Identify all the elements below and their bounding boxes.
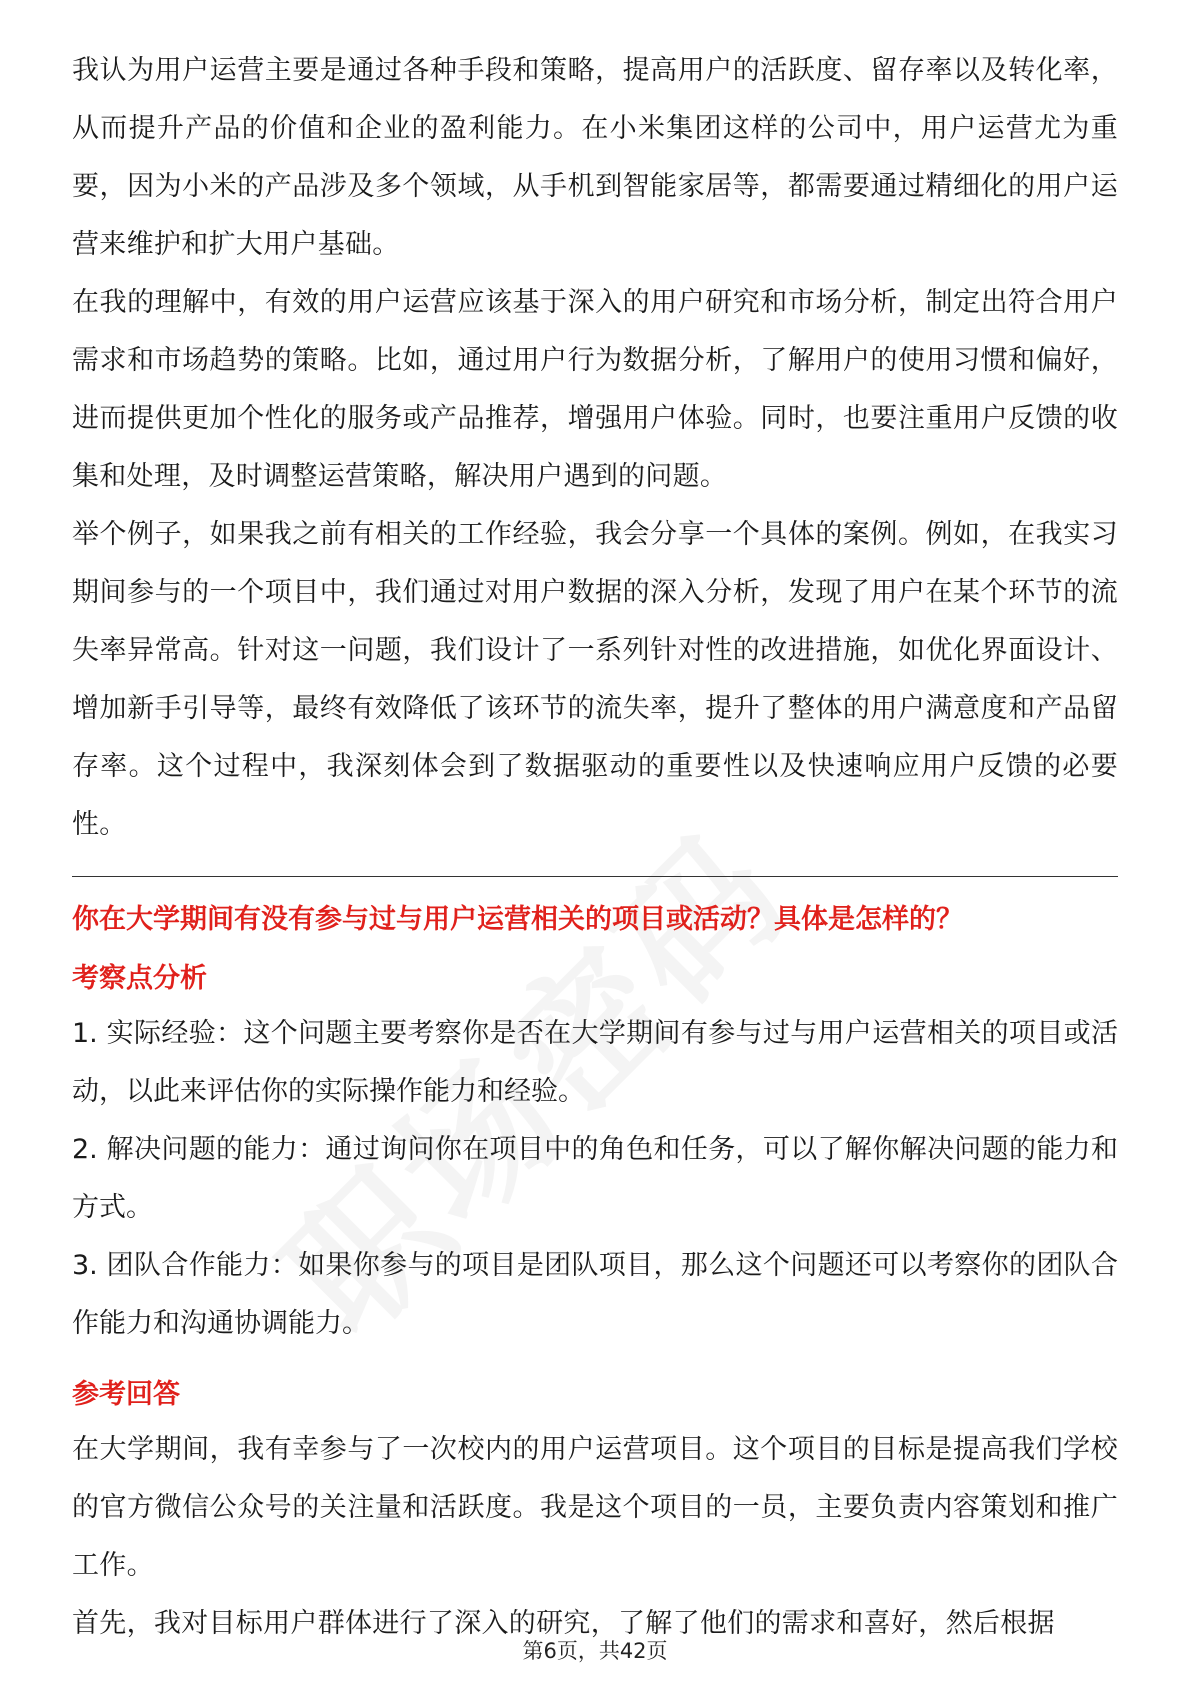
section-divider (72, 876, 1118, 877)
intro-paragraph: 我认为用户运营主要是通过各种手段和策略，提高用户的活跃度、留存率以及转化率，从而提升产品的价值和企业的盈利能力。在小米集团这样的公司中，用户运营尤为重要，因为小米的产品涉及多个领域，从手机到智能家居等，都需要通过精细化的用户运营来维护和扩大用户基础。 (72, 55, 1118, 260)
page-number: 第6页，共42页 (522, 1639, 668, 1663)
answer-title: 参考回答 (72, 1379, 180, 1410)
intro-paragraph: 举个例子，如果我之前有相关的工作经验，我会分享一个具体的案例。例如，在我实习期间参与的一个项目中，我们通过对用户数据的深入分析，发现了用户在某个环节的流失率异常高。针对这一问题，我们设计了一系列针对性的改进措施，如优化界面设计、增加新手引导等，最终有效降低了该环节的流失率，提升了整体的用户满意度和产品留存率。这个过程中，我深刻体会到了数据驱动的重要性以及快速响应用户反馈的必要性。 (72, 519, 1118, 840)
analysis-title: 考察点分析 (72, 963, 207, 994)
analysis-item: 1. 实际经验：这个问题主要考察你是否在大学期间有参与过与用户运营相关的项目或活动，以此来评估你的实际操作能力和经验。 (72, 1018, 1118, 1107)
answer-paragraph: 在大学期间，我有幸参与了一次校内的用户运营项目。这个项目的目标是提高我们学校的官方微信公众号的关注量和活跃度。我是这个项目的一员，主要负责内容策划和推广工作。 (72, 1434, 1118, 1581)
analysis-item: 2. 解决问题的能力：通过询问你在项目中的角色和任务，可以了解你解决问题的能力和方式。 (72, 1134, 1118, 1223)
answer-paragraph: 首先，我对目标用户群体进行了深入的研究，了解了他们的需求和喜好，然后根据 (72, 1608, 1055, 1639)
page-content (72, 42, 1118, 1653)
intro-paragraph: 在我的理解中，有效的用户运营应该基于深入的用户研究和市场分析，制定出符合用户需求和市场趋势的策略。比如，通过用户行为数据分析，了解用户的使用习惯和偏好，进而提供更加个性化的服务或产品推荐，增强用户体验。同时，也要注重用户反馈的收集和处理，及时调整运营策略，解决用户遇到的问题。 (72, 287, 1118, 492)
analysis-item: 3. 团队合作能力：如果你参与的项目是团队项目，那么这个问题还可以考察你的团队合作能力和沟通协调能力。 (72, 1250, 1118, 1339)
question-heading: 你在大学期间有没有参与过与用户运营相关的项目或活动？具体是怎样的？ (72, 904, 963, 935)
